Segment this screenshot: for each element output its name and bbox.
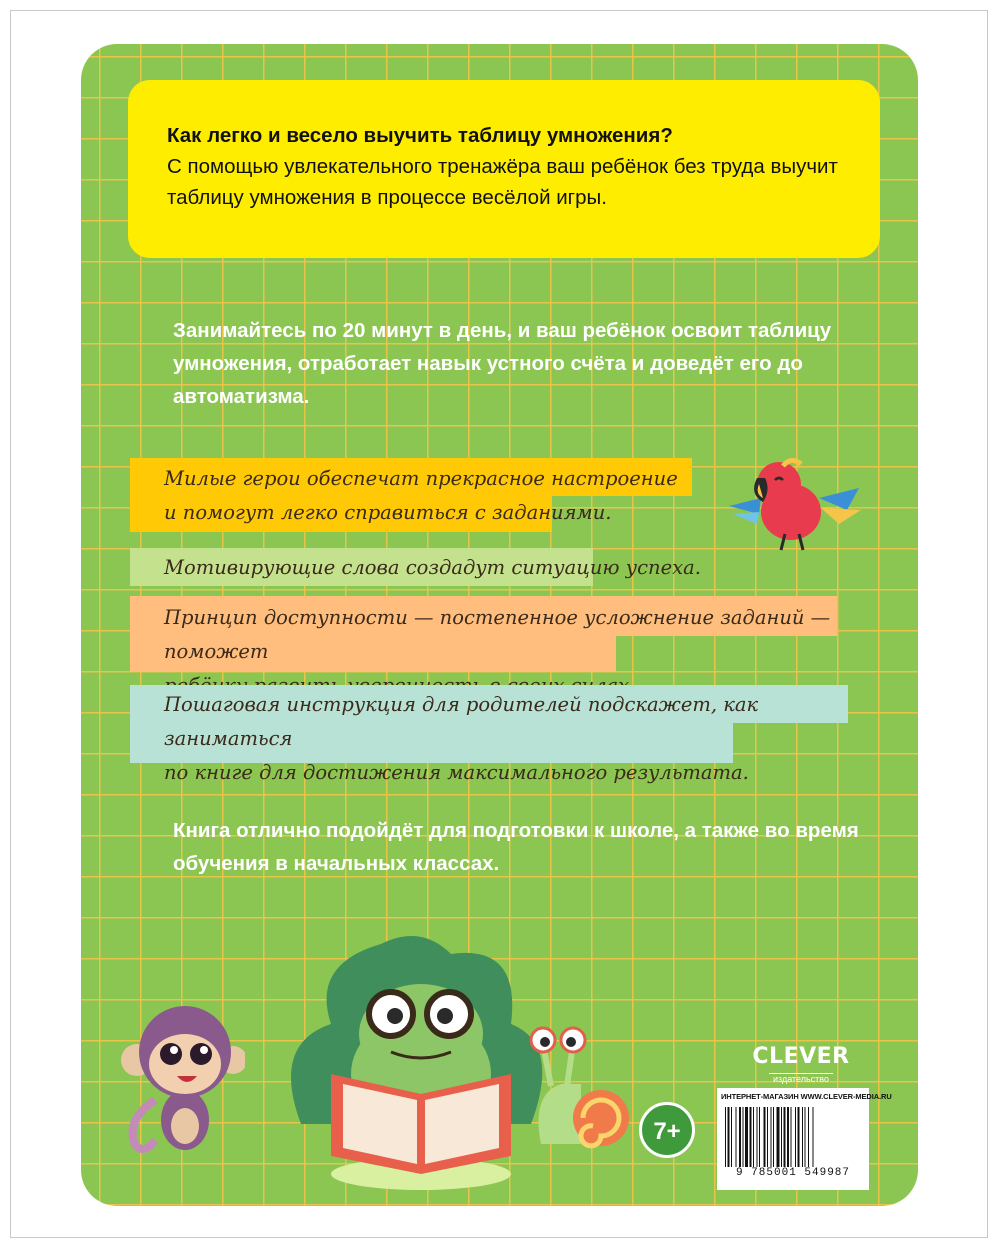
monkey-illustration xyxy=(115,980,245,1160)
age-rating-badge: 7+ xyxy=(639,1102,695,1158)
feature-line: Принцип доступности — постепенное усложнение заданий — поможет xyxy=(164,606,831,663)
feature-strip-motivation xyxy=(130,548,735,585)
barcode-bar xyxy=(725,1107,726,1167)
snail-illustration xyxy=(521,1014,631,1154)
barcode-bar xyxy=(736,1107,737,1167)
publisher-name: CLEVER xyxy=(752,1044,850,1069)
feature-line: Пошаговая инструкция для родителей подскажет, как заниматься xyxy=(164,693,759,750)
frog-with-book-illustration xyxy=(271,924,561,1194)
barcode-bar xyxy=(753,1107,754,1167)
barcode-bar xyxy=(798,1107,800,1167)
barcode-bar xyxy=(764,1107,766,1167)
barcode-bar xyxy=(777,1107,780,1167)
feature-line: Мотивирующие слова создадут ситуацию успеха. xyxy=(164,556,701,579)
feature-line: по книге для достижения максимального результата. xyxy=(164,761,749,784)
barcode-bar xyxy=(808,1107,809,1167)
barcode-bar xyxy=(767,1107,768,1167)
barcode-bar xyxy=(745,1107,748,1167)
barcode-bar xyxy=(784,1107,786,1167)
barcode-bar xyxy=(759,1107,760,1167)
barcode-bar xyxy=(773,1107,774,1167)
outro-text: Книга отлично подойдёт для подготовки к школе, а также во время обучения в начальных классах. xyxy=(173,819,859,875)
parrot-illustration xyxy=(719,454,869,560)
feature-strip-heroes xyxy=(130,458,712,530)
feature-strip-instructions xyxy=(130,685,918,790)
barcode-bar xyxy=(791,1107,792,1167)
publisher-logo xyxy=(751,1044,851,1087)
isbn-barcode xyxy=(721,1107,865,1169)
publisher-subtitle: издательство xyxy=(769,1073,833,1084)
barcode-bar xyxy=(805,1107,806,1167)
barcode-bar xyxy=(739,1107,741,1167)
barcode-bar xyxy=(743,1107,744,1167)
shop-url: ИНТЕРНЕТ-МАГАЗИН WWW.CLEVER-MEDIA.RU xyxy=(721,1092,892,1101)
barcode-bar xyxy=(757,1107,758,1167)
intro-text: Занимайтесь по 20 минут в день, и ваш ребёнок освоит таблицу умножения, отработает навык устного счёта и доведёт его до автоматизма. xyxy=(173,319,832,408)
isbn-number: 9 785001 549987 xyxy=(735,1167,851,1179)
book-back-cover xyxy=(81,44,918,1206)
barcode-bar xyxy=(813,1107,814,1167)
barcode-bar xyxy=(781,1107,782,1167)
barcode-bar xyxy=(731,1107,732,1167)
barcode-bar xyxy=(728,1107,730,1167)
barcode-bar xyxy=(750,1107,752,1167)
header-question: Как легко и весело выучить таблицу умножения? xyxy=(167,124,673,147)
barcode-bar xyxy=(802,1107,803,1167)
barcode-panel xyxy=(717,1088,892,1190)
feature-line: Милые герои обеспечат прекрасное настроение xyxy=(164,467,678,490)
header-box xyxy=(128,80,880,258)
feature-line: и помогут легко справиться с заданиями. xyxy=(164,501,612,524)
barcode-bar xyxy=(771,1107,772,1167)
barcode-bar xyxy=(795,1107,796,1167)
header-text: С помощью увлекательного тренажёра ваш ребёнок без труда выучит таблицу умножения в процессе весёлой игры. xyxy=(167,155,838,209)
barcode-bar xyxy=(787,1107,789,1167)
